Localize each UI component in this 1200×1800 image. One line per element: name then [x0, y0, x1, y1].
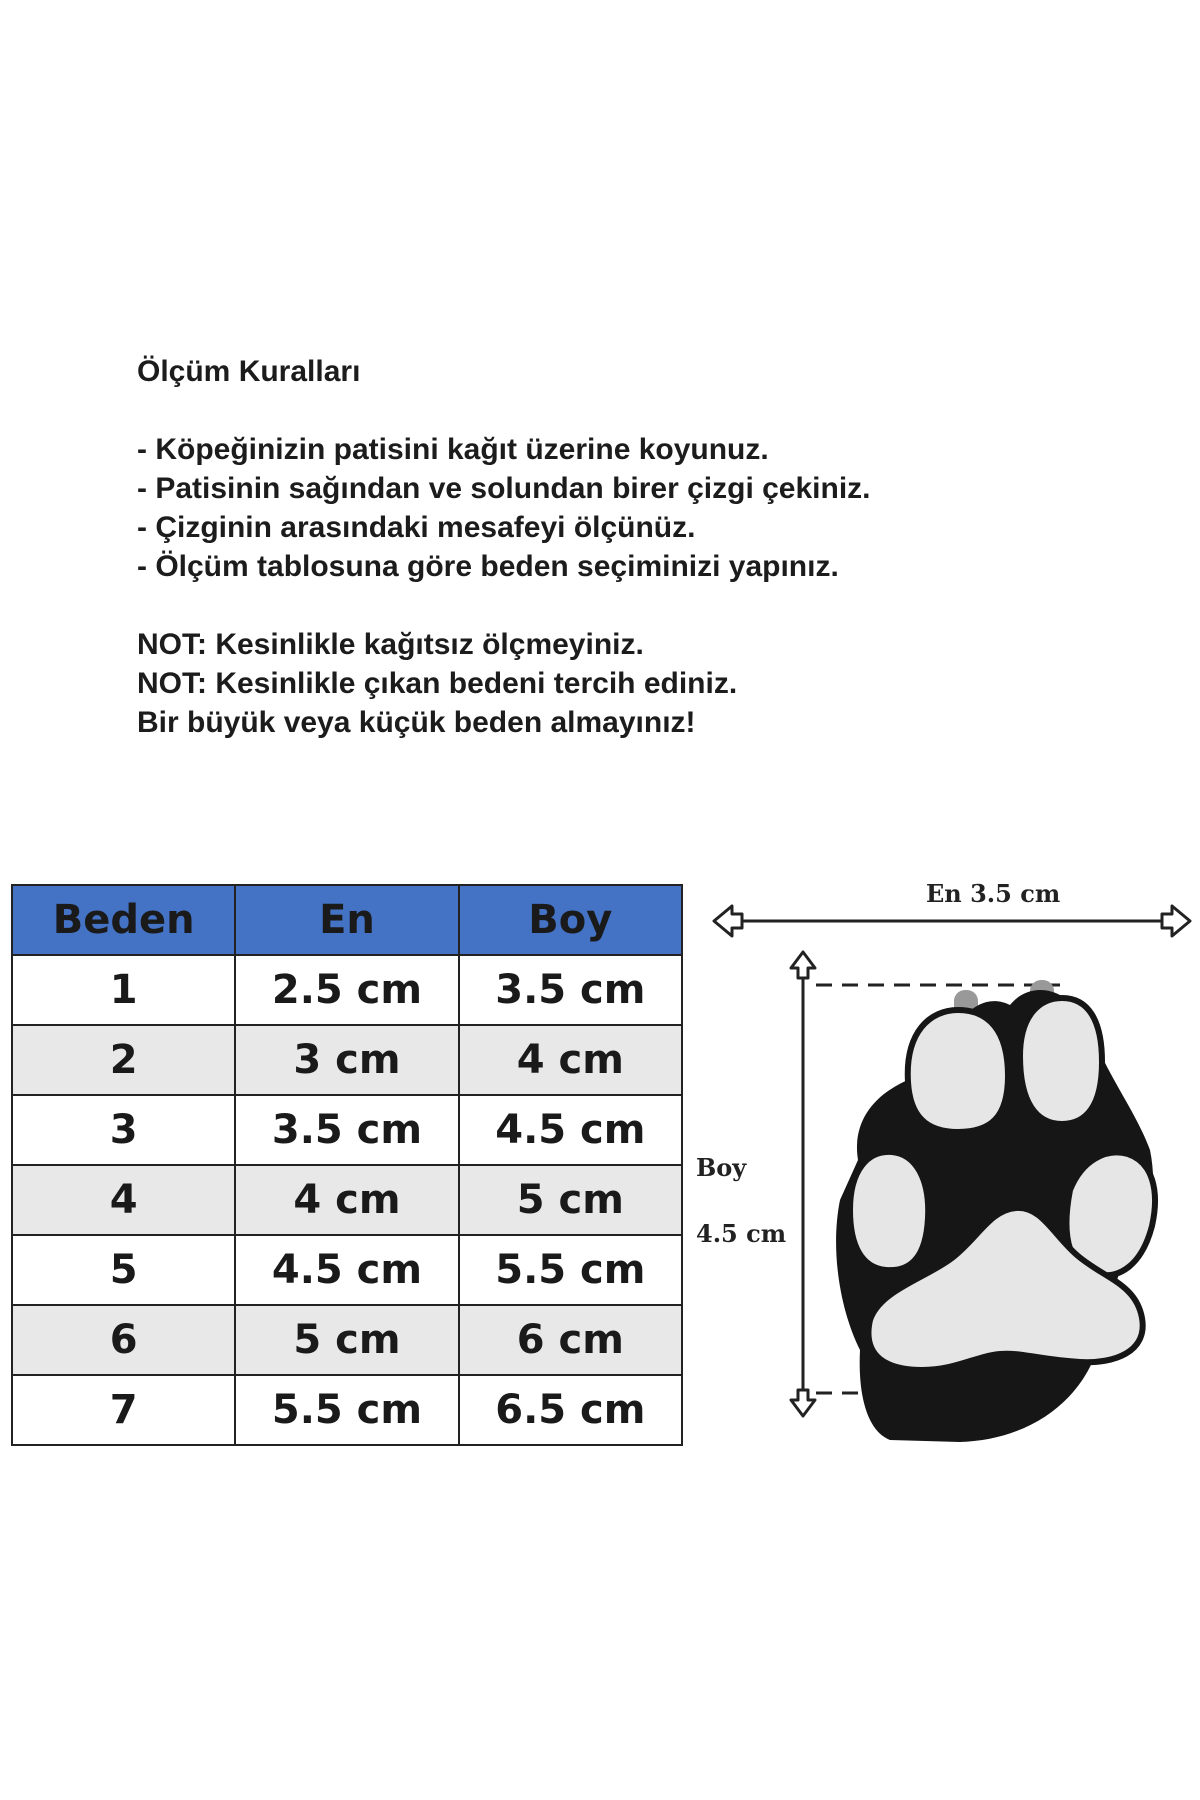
table-header-row — [12, 885, 682, 955]
rule-step: - Çizginin arasındaki mesafeyi ölçünüz. — [137, 511, 696, 544]
cell-length: 4.5 cm — [459, 1095, 682, 1165]
table-row — [12, 1165, 682, 1235]
cell-length: 5.5 cm — [459, 1235, 682, 1305]
cell-width: 5 cm — [235, 1305, 458, 1375]
header-beden: Beden — [12, 885, 235, 955]
table-row — [12, 1305, 682, 1375]
length-arrow — [791, 952, 815, 1416]
length-value: 4.5 cm — [696, 1219, 787, 1248]
cell-width: 5.5 cm — [235, 1375, 458, 1445]
cell-size: 5 — [12, 1235, 235, 1305]
cell-width: 3 cm — [235, 1025, 458, 1095]
rule-step: - Patisinin sağından ve solundan birer çizgi çekiniz. — [137, 472, 871, 505]
rule-note: NOT: Kesinlikle çıkan bedeni tercih ediniz. — [137, 667, 738, 700]
width-label: En 3.5 cm — [926, 879, 1061, 908]
cell-size: 7 — [12, 1375, 235, 1445]
width-arrow — [714, 906, 1190, 936]
size-table — [11, 884, 683, 1446]
table-row — [12, 1095, 682, 1165]
paw-print-icon — [836, 980, 1155, 1442]
header-en: En — [235, 885, 458, 955]
measurement-rules — [137, 352, 1137, 742]
cell-length: 5 cm — [459, 1165, 682, 1235]
cell-width: 4 cm — [235, 1165, 458, 1235]
table-row — [12, 1025, 682, 1095]
table-row — [12, 955, 682, 1025]
cell-width: 3.5 cm — [235, 1095, 458, 1165]
cell-length: 6 cm — [459, 1305, 682, 1375]
cell-size: 4 — [12, 1165, 235, 1235]
cell-width: 2.5 cm — [235, 955, 458, 1025]
rule-step: - Ölçüm tablosuna göre beden seçiminizi yapınız. — [137, 550, 839, 583]
rules-title: Ölçüm Kuralları — [137, 355, 361, 388]
cell-size: 6 — [12, 1305, 235, 1375]
rule-note: Bir büyük veya küçük beden almayınız! — [137, 706, 696, 739]
rule-step: - Köpeğinizin patisini kağıt üzerine koyunuz. — [137, 433, 769, 466]
cell-length: 3.5 cm — [459, 955, 682, 1025]
rule-note: NOT: Kesinlikle kağıtsız ölçmeyiniz. — [137, 628, 644, 661]
cell-size: 2 — [12, 1025, 235, 1095]
header-boy: Boy — [459, 885, 682, 955]
length-label: Boy — [696, 1153, 747, 1182]
table-row — [12, 1235, 682, 1305]
cell-length: 4 cm — [459, 1025, 682, 1095]
table-row — [12, 1375, 682, 1445]
cell-size: 1 — [12, 955, 235, 1025]
cell-width: 4.5 cm — [235, 1235, 458, 1305]
cell-length: 6.5 cm — [459, 1375, 682, 1445]
cell-size: 3 — [12, 1095, 235, 1165]
paw-measurement-diagram — [690, 870, 1200, 1470]
